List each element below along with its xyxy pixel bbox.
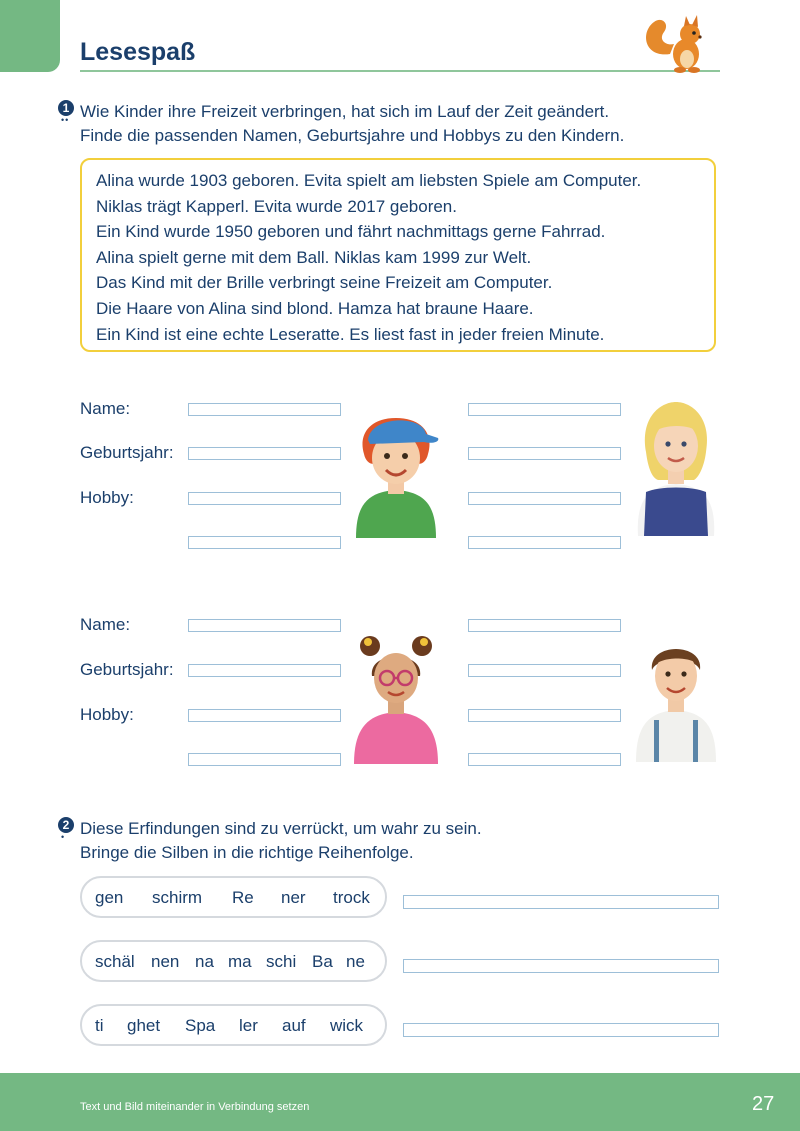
syllable: ghet <box>127 1016 161 1035</box>
clue-line: Ein Kind wurde 1950 geboren und fährt nachmittags gerne Fahrrad. <box>96 222 606 242</box>
footer-text: Text und Bild miteinander in Verbindung setzen <box>80 1101 310 1113</box>
task-1-instructions <box>58 100 758 148</box>
clue-line: Das Kind mit der Brille verbringt seine Freizeit am Computer. <box>96 273 553 293</box>
instruction-line: Bringe die Silben in die richtige Reihenfolge. <box>80 843 414 862</box>
syllable: schi <box>266 952 297 971</box>
task-number-badge: 2 <box>58 817 74 833</box>
clue-box <box>80 158 716 352</box>
syllable: gen <box>95 888 124 907</box>
name-label: Name: <box>80 615 131 634</box>
clue-line: Alina spielt gerne mit dem Ball. Niklas kam 1999 zur Welt. <box>96 247 532 267</box>
hobby-field-second-line[interactable] <box>188 536 341 549</box>
hobby-label: Hobby: <box>80 705 134 724</box>
hobby-field-second-line[interactable] <box>468 753 621 766</box>
syllable: na <box>195 952 214 971</box>
writing-dot-icon: • <box>61 832 66 842</box>
name-field[interactable] <box>468 619 621 632</box>
clue-line: Die Haare von Alina sind blond. Hamza hat braune Haare. <box>96 298 534 318</box>
syllable: ler <box>239 1016 258 1035</box>
instruction-line: Finde die passenden Namen, Geburtsjahre und Hobbys zu den Kindern. <box>80 126 625 145</box>
syllable-box <box>80 940 387 982</box>
syllable: trock <box>333 888 370 907</box>
clue-line: Ein Kind ist eine echte Leseratte. Es liest fast in jeder freien Minute. <box>96 324 605 344</box>
instruction-line: Wie Kinder ihre Freizeit verbringen, hat sich im Lauf der Zeit geändert. <box>80 102 610 121</box>
footer-bar <box>0 1073 800 1131</box>
hobby-label: Hobby: <box>80 488 134 507</box>
syllable: ti <box>95 1016 104 1035</box>
name-field[interactable] <box>468 403 621 416</box>
name-field[interactable] <box>188 619 341 632</box>
birth-year-field[interactable] <box>188 447 341 460</box>
instruction-line: Diese Erfindungen sind zu verrückt, um wahr zu sein. <box>80 819 482 838</box>
syllable: schäl <box>95 952 135 971</box>
syllable: Spa <box>185 1016 216 1035</box>
birth-year-field[interactable] <box>188 664 341 677</box>
syllable: ner <box>281 888 306 907</box>
answer-field[interactable] <box>403 1023 719 1037</box>
boy-with-suspenders-illustration <box>632 626 720 762</box>
birth-year-field[interactable] <box>468 664 621 677</box>
page-title: Lesespaß <box>80 38 196 66</box>
name-label: Name: <box>80 399 131 418</box>
birth-year-label: Geburtsjahr: <box>80 443 174 462</box>
syllable: schirm <box>152 888 203 907</box>
syllable: wick <box>330 1016 364 1035</box>
birth-year-label: Geburtsjahr: <box>80 660 174 679</box>
hobby-field[interactable] <box>468 709 621 722</box>
syllable: ma <box>228 952 252 971</box>
clue-line: Alina wurde 1903 geboren. Evita spielt am liebsten Spiele am Computer. <box>96 171 642 190</box>
syllable: Ba <box>312 952 333 971</box>
syllable: nen <box>151 952 180 971</box>
syllable: Re <box>232 888 254 907</box>
girl-with-glasses-illustration <box>350 628 442 764</box>
page-number: 27 <box>752 1093 775 1115</box>
hobby-field-second-line[interactable] <box>468 536 621 549</box>
corner-tab <box>0 0 60 72</box>
clue-line: Niklas trägt Kapperl. Evita wurde 2017 geboren. <box>96 196 457 216</box>
hobby-field[interactable] <box>188 492 341 505</box>
syllable-box <box>80 1004 387 1046</box>
hobby-field[interactable] <box>188 709 341 722</box>
blond-girl-illustration <box>630 396 722 536</box>
hobby-field[interactable] <box>468 492 621 505</box>
syllable-box <box>80 876 387 918</box>
task-number-badge: 1 <box>58 100 74 116</box>
syllable: ne <box>346 952 365 971</box>
name-field[interactable] <box>188 403 341 416</box>
child-with-cap-illustration <box>348 404 444 538</box>
answer-field[interactable] <box>403 895 719 909</box>
squirrel-icon <box>640 10 712 74</box>
syllable: auf <box>282 1016 306 1035</box>
title-divider <box>80 70 720 72</box>
answer-field[interactable] <box>403 959 719 973</box>
listening-dots-icon: •• <box>61 115 70 125</box>
hobby-field-second-line[interactable] <box>188 753 341 766</box>
birth-year-field[interactable] <box>468 447 621 460</box>
task-2-instructions <box>58 817 758 865</box>
